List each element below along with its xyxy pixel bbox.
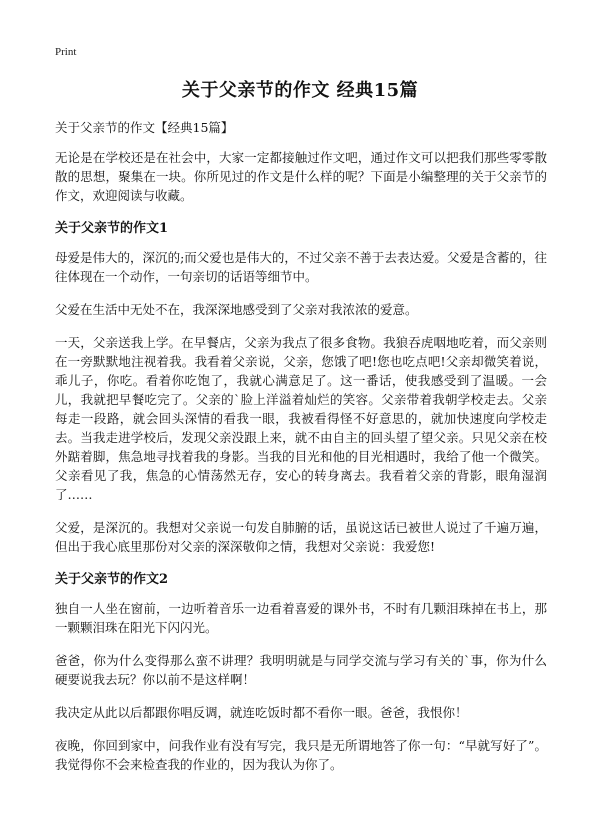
essay-paragraph: 独自一人坐在窗前，一边听着音乐一边看着喜爱的课外书，不时有几颗泪珠掉在书上，那一颗颗泪珠在阳光下闪闪光。 <box>55 601 547 635</box>
print-link[interactable]: Print <box>55 46 77 58</box>
essay-paragraph: 母爱是伟大的，深沉的;而父爱也是伟大的，不过父亲不善于去表达爱。父爱是含蓄的，往往体现在一个动作，一句亲切的话语等细节中。 <box>55 250 547 284</box>
essay-paragraph: 夜晚，你回到家中，问我作业有没有写完，我只是无所谓地答了你一句：“早就写好了”。我觉得你不会来检查我的作业的，因为我认为你了。 <box>55 738 547 772</box>
essay-paragraph: 爸爸，你为什么变得那么蛮不讲理？我明明就是与同学交流与学习有关的`事，你为什么硬要说我去玩？你以前不是这样啊！ <box>55 653 547 687</box>
essay-paragraph: 父爱，是深沉的。我想对父亲说一句发自肺腑的话，虽说这话已被世人说过了千遍万遍，但出于我心底里那份对父亲的深深敬仰之情，我想对父亲说：我爱您! <box>55 520 547 554</box>
page-title: 关于父亲节的作文 经典15篇 <box>181 80 419 101</box>
essay-paragraph: 父爱在生活中无处不在，我深深地感受到了父亲对我浓浓的爱意。 <box>55 302 418 317</box>
essay-paragraph: 我决定从此以后都跟你唱反调，就连吃饭时都不看你一眼。爸爸，我恨你！ <box>55 705 468 720</box>
intro-paragraph: 无论是在学校还是在社会中，大家一定都接触过作文吧，通过作文可以把我们那些零零散散的思想，聚集在一块。你所见过的作文是什么样的呢？下面是小编整理的关于父亲节的作文，欢迎阅读与收藏。 <box>55 150 547 203</box>
essay-heading: 关于父亲节的作文1 <box>55 221 169 236</box>
essay-paragraph: 一天，父亲送我上学。在早餐店，父亲为我点了很多食物。我狼吞虎咽地吃着，而父亲则在一旁默默地注视着我。我看着父亲说，父亲，您饿了吧!您也吃点吧!父亲却微笑着说，乖儿子，你吃。看着你吃饱了，我就心满意足了。这一番话，使我感受到了温暖。一会儿，我就把早餐吃完了。父亲的`脸上洋溢着灿烂的笑容。父亲带着我朝学校走去。父亲每走一段路，就会回头深情的看我一眼，我被看得怪不好意思的，就加快速度向学校走去。当我走进学校后，发现父亲没跟上来，就不由自主的回头望了望父亲。只见父亲在校外踮着脚，焦急地寻找着我的身影。当我的目光和他的目光相遇时，我给了他一个微笑。父亲看见了我，焦急的心情荡然无存，安心的转身离去。我看着父亲的背影，眼角湿润了…… <box>55 335 547 502</box>
essay-heading: 关于父亲节的作文2 <box>55 572 169 587</box>
document-subtitle: 关于父亲节的作文【经典15篇】 <box>55 120 234 135</box>
document-body <box>55 118 547 788</box>
